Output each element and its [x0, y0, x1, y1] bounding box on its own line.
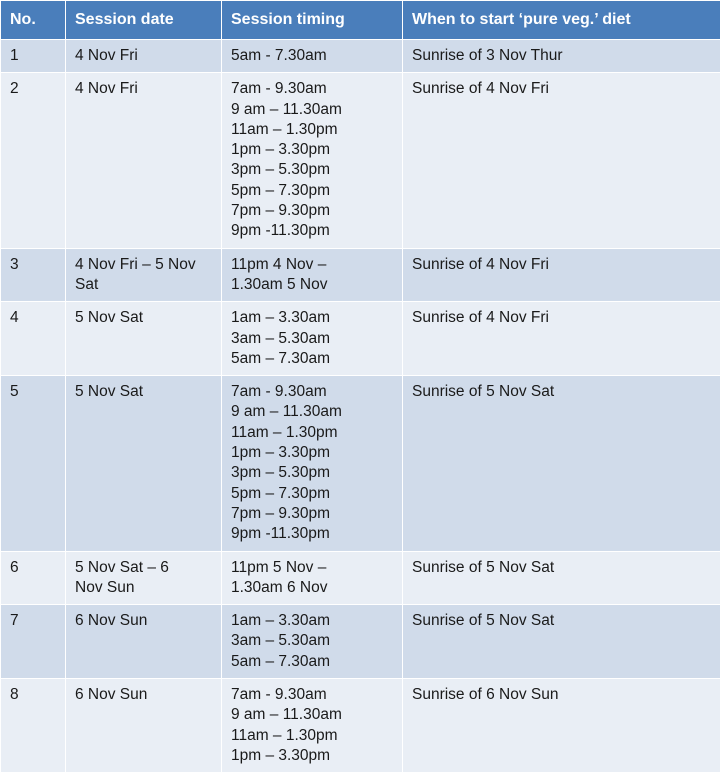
row-number: 4	[10, 309, 19, 327]
session-timing-line: 3pm – 5.30pm	[231, 161, 331, 179]
cell-session-date	[66, 605, 222, 679]
cell-session-date	[66, 248, 222, 302]
session-timing-line: 9 am – 11.30am	[231, 403, 342, 421]
session-timing-line: 5am – 7.30am	[231, 349, 331, 367]
session-timing-line: 11pm 4 Nov –	[231, 255, 327, 273]
row-number: 7	[10, 612, 19, 630]
session-timing-line: 9 am – 11.30am	[231, 706, 342, 724]
session-timing-line: 3am – 5.30am	[231, 329, 331, 347]
cell-session-timing	[222, 376, 403, 551]
cell-diet-start	[403, 248, 720, 302]
table-row	[1, 679, 720, 773]
cell-diet-start	[403, 376, 720, 551]
table-row	[1, 248, 720, 302]
header-row	[1, 1, 720, 40]
session-timing-line: 1am – 3.30am	[231, 612, 331, 630]
session-timing-line: 11am – 1.30pm	[231, 423, 338, 441]
diet-start-text: Sunrise of 4 Nov Fri	[412, 80, 549, 98]
session-date-line: 6 Nov Sun	[75, 612, 148, 630]
cell-session-timing	[222, 605, 403, 679]
cell-session-date	[66, 376, 222, 551]
session-timing-line: 9pm -11.30pm	[231, 525, 330, 543]
diet-start-text: Sunrise of 4 Nov Fri	[412, 255, 549, 273]
session-timing-line: 3pm – 5.30pm	[231, 464, 331, 482]
cell-session-date	[66, 679, 222, 773]
cell-diet-start	[403, 679, 720, 773]
cell-session-date	[66, 551, 222, 605]
cell-session-date	[66, 302, 222, 376]
session-timing-line: 1am – 3.30am	[231, 309, 331, 327]
cell-no	[1, 605, 66, 679]
row-number: 2	[10, 80, 19, 98]
session-timing-line: 5am – 7.30am	[231, 652, 331, 670]
session-date-line: 5 Nov Sat – 6	[75, 558, 169, 576]
session-timing-line: 7am - 9.30am	[231, 383, 327, 401]
session-timing-line: 11pm 5 Nov –	[231, 558, 327, 576]
row-number: 6	[10, 558, 19, 576]
session-timing-line: 1pm – 3.30pm	[231, 141, 331, 159]
cell-diet-start	[403, 551, 720, 605]
session-timing-line: 11am – 1.30pm	[231, 120, 338, 138]
row-number: 5	[10, 383, 19, 401]
row-number: 1	[10, 47, 19, 64]
session-timing-line: 7am - 9.30am	[231, 80, 327, 98]
cell-session-timing	[222, 551, 403, 605]
cell-session-timing	[222, 40, 403, 73]
session-timing-line: 7pm – 9.30pm	[231, 202, 331, 220]
session-date-line: 5 Nov Sat	[75, 383, 144, 401]
table-row	[1, 73, 720, 248]
diet-start-text: Sunrise of 5 Nov Sat	[412, 612, 555, 630]
cell-diet-start	[403, 40, 720, 73]
session-date-line: Nov Sun	[75, 578, 135, 596]
diet-start-text: Sunrise of 6 Nov Sun	[412, 686, 559, 704]
session-timing-line: 5am - 7.30am	[231, 47, 327, 64]
cell-session-timing	[222, 73, 403, 248]
session-timing-line: 7am - 9.30am	[231, 686, 327, 704]
cell-no	[1, 248, 66, 302]
header-no: No.	[1, 1, 66, 40]
cell-no	[1, 40, 66, 73]
session-date-line: 4 Nov Fri	[75, 47, 138, 64]
session-date-line: 6 Nov Sun	[75, 686, 148, 704]
session-date-line: Sat	[75, 275, 99, 293]
session-timing-line: 1pm – 3.30pm	[231, 444, 331, 462]
session-timing-line: 1.30am 5 Nov	[231, 275, 328, 293]
header-session-date: Session date	[66, 1, 222, 40]
cell-diet-start	[403, 605, 720, 679]
table-row	[1, 605, 720, 679]
row-number: 3	[10, 255, 19, 273]
cell-session-date	[66, 40, 222, 73]
cell-no	[1, 551, 66, 605]
diet-start-text: Sunrise of 4 Nov Fri	[412, 309, 549, 327]
cell-no	[1, 302, 66, 376]
session-timing-line: 5pm – 7.30pm	[231, 484, 331, 502]
diet-start-text: Sunrise of 5 Nov Sat	[412, 383, 555, 401]
row-number: 8	[10, 686, 19, 704]
session-timing-line: 1pm – 3.30pm	[231, 746, 331, 764]
session-date-line: 4 Nov Fri	[75, 80, 138, 98]
session-timing-line: 1.30am 6 Nov	[231, 578, 328, 596]
table-row	[1, 302, 720, 376]
diet-start-text: Sunrise of 5 Nov Sat	[412, 558, 555, 576]
cell-session-date	[66, 73, 222, 248]
diet-start-text: Sunrise of 3 Nov Thur	[412, 47, 563, 64]
header-diet-start: When to start ‘pure veg.’ diet	[403, 1, 720, 40]
session-timing-line: 11am – 1.30pm	[231, 726, 338, 744]
table-body	[1, 40, 720, 773]
session-timing-line: 3am – 5.30am	[231, 632, 331, 650]
header-session-timing: Session timing	[222, 1, 403, 40]
session-date-line: 5 Nov Sat	[75, 309, 144, 327]
table-row	[1, 376, 720, 551]
session-timing-line: 5pm – 7.30pm	[231, 181, 331, 199]
cell-no	[1, 73, 66, 248]
table-row	[1, 40, 720, 73]
table-row	[1, 551, 720, 605]
session-date-line: 4 Nov Fri – 5 Nov	[75, 255, 196, 273]
cell-session-timing	[222, 302, 403, 376]
cell-diet-start	[403, 302, 720, 376]
cell-session-timing	[222, 248, 403, 302]
session-timing-line: 7pm – 9.30pm	[231, 504, 331, 522]
cell-diet-start	[403, 73, 720, 248]
session-timing-line: 9pm -11.30pm	[231, 222, 330, 240]
session-timing-line: 9 am – 11.30am	[231, 100, 342, 118]
cell-no	[1, 679, 66, 773]
cell-no	[1, 376, 66, 551]
cell-session-timing	[222, 679, 403, 773]
